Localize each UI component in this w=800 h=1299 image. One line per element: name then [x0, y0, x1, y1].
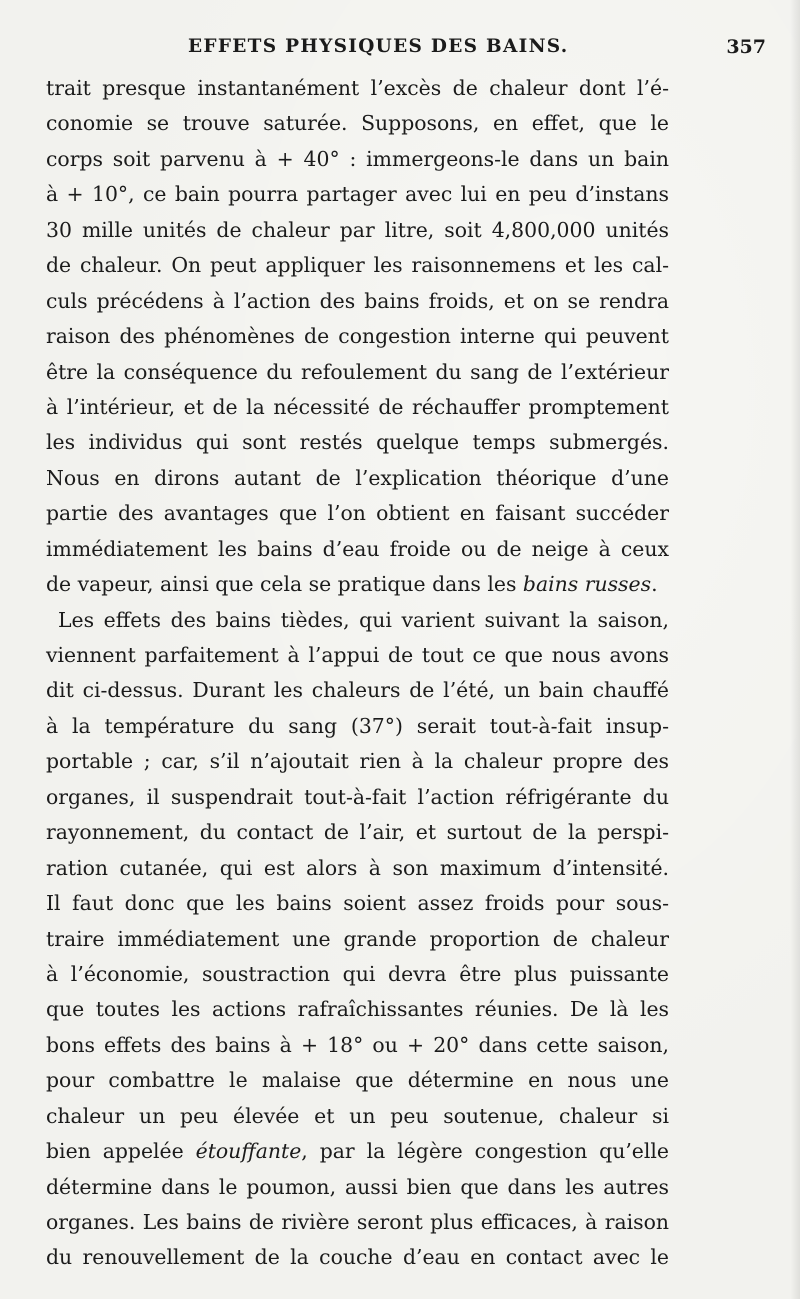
text-line: corps soit parvenu à + 40° : immergeons-le dans un bain	[46, 146, 669, 171]
text-line: Nous en dirons autant de l’explication théorique d’une	[46, 465, 669, 490]
italic-term: étouffante	[195, 1139, 302, 1164]
paragraph-first-line: Les effets des bains tièdes, qui varient suivant la saison,	[58, 607, 669, 632]
text-line: à l’économie, soustraction qui devra être plus puissante	[46, 961, 669, 986]
text-line	[46, 567, 669, 602]
text-line: organes, il suspendrait tout-à-fait l’action réfrigérante du	[46, 784, 669, 809]
text-run: bien appelée	[46, 1139, 196, 1164]
text-line: immédiatement les bains d’eau froide ou de neige à ceux	[46, 536, 669, 561]
text-line: pour combattre le malaise que détermine en nous une	[46, 1068, 669, 1093]
text-line: dit ci-dessus. Durant les chaleurs de l’été, un bain chauffé	[46, 678, 669, 703]
text-line: à l’intérieur, et de la nécessité de réchauffer promptement	[46, 394, 669, 419]
text-line: 30 mille unités de chaleur par litre, soit 4,800,000 unités	[46, 217, 669, 242]
text-line: que toutes les actions rafraîchissantes réunies. De là les	[46, 997, 669, 1022]
text-line: partie des avantages que l’on obtient en faisant succéder	[46, 501, 669, 526]
text-line	[46, 1134, 669, 1169]
text-run: .	[651, 572, 658, 597]
text-line: Il faut donc que les bains soient assez froids pour sous-	[46, 891, 669, 916]
running-title: EFFETS PHYSIQUES DES BAINS.	[188, 36, 569, 57]
italic-term: bains russes	[522, 572, 652, 597]
page-number: 357	[726, 36, 766, 58]
text-line: bons effets des bains à + 18° ou + 20° dans cette saison,	[46, 1032, 669, 1057]
text-line: traire immédiatement une grande proportion de chaleur	[46, 926, 669, 951]
text-line: raison des phénomènes de congestion interne qui peuvent	[46, 324, 669, 349]
page-edge-shadow	[790, 0, 800, 1299]
text-line: culs précédens à l’action des bains froids, et on se rendra	[46, 288, 669, 313]
text-run: , par la légère congestion qu’elle	[301, 1139, 669, 1164]
text-line: viennent parfaitement à l’appui de tout ce que nous avons	[46, 643, 669, 667]
text-line: chaleur un peu élevée et un peu soutenue, chaleur si	[46, 1103, 669, 1128]
text-line: ration cutanée, qui est alors à son maximum d’intensité.	[46, 855, 669, 880]
text-line: trait presque instantanément l’excès de chaleur dont l’é-	[46, 76, 669, 100]
text-line: à + 10°, ce bain pourra partager avec lui en peu d’instans	[46, 182, 669, 207]
running-header	[0, 36, 800, 66]
text-line: les individus qui sont restés quelque temps submergés.	[46, 430, 669, 455]
text-line: détermine dans le poumon, aussi bien que dans les autres	[46, 1174, 669, 1199]
body-text	[46, 71, 669, 1276]
text-line: organes. Les bains de rivière seront plus efficaces, à raison	[46, 1210, 669, 1234]
text-line: rayonnement, du contact de l’air, et surtout de la perspi-	[46, 820, 669, 845]
text-line: portable ; car, s’il n’ajoutait rien à la chaleur propre des	[46, 749, 669, 774]
text-line: conomie se trouve saturée. Supposons, en effet, que le	[46, 111, 669, 136]
text-run: de vapeur, ainsi que cela se pratique dans les	[46, 572, 523, 597]
text-line: de chaleur. On peut appliquer les raisonnemens et les cal-	[46, 253, 669, 278]
text-line: à la température du sang (37°) serait tout-à-fait insup-	[46, 713, 669, 738]
text-line: être la conséquence du refoulement du sang de l’extérieur	[46, 359, 669, 384]
text-line: du renouvellement de la couche d’eau en contact avec le	[46, 1245, 669, 1270]
